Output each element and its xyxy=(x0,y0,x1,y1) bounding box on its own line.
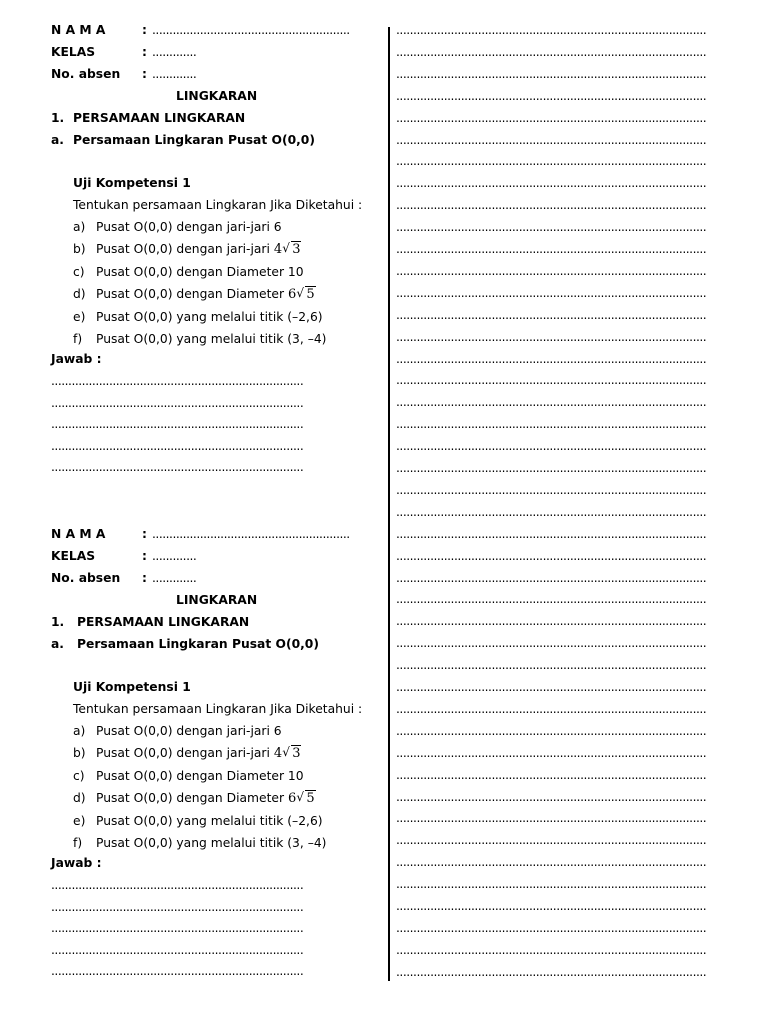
radicand: 5 xyxy=(306,791,315,807)
question-text xyxy=(96,220,282,235)
radical-expression xyxy=(274,242,302,257)
nama-colon: : xyxy=(142,527,147,541)
question-body: Pusat O(0,0) yang melalui titik (–2,6) xyxy=(96,309,323,324)
kelas-label: KELAS xyxy=(51,549,96,563)
question-body: Pusat O(0,0) yang melalui titik (–2,6) xyxy=(96,813,323,828)
question-label: b) xyxy=(73,746,86,761)
radical-coefficient: 4 xyxy=(273,242,283,258)
absen-colon: : xyxy=(142,571,147,585)
subheading: Persamaan Lingkaran Pusat O(0,0) xyxy=(73,133,315,147)
question-text xyxy=(96,836,326,851)
right-answer-line: ........................................................................................... xyxy=(396,220,707,235)
radical-expression xyxy=(274,746,302,761)
right-answer-line: ........................................................................................... xyxy=(396,395,707,410)
question-body: Pusat O(0,0) dengan Diameter xyxy=(96,287,285,302)
right-answer-line: ........................................................................................... xyxy=(396,964,707,979)
right-answer-line: ........................................................................................... xyxy=(396,154,707,169)
kelas-label: KELAS xyxy=(51,45,96,59)
subheading-letter: a. xyxy=(51,637,64,651)
section-title: LINGKARAN xyxy=(176,89,258,103)
question-label: e) xyxy=(73,309,86,324)
right-answer-line: ........................................................................................... xyxy=(396,285,707,300)
right-answer-line: ........................................................................................... xyxy=(396,701,707,716)
question-label: a) xyxy=(73,724,86,738)
right-answer-line: ........................................................................................... xyxy=(396,110,707,125)
nama-label: N A M A xyxy=(51,527,106,541)
answer-line: .......................................................................... xyxy=(51,438,304,453)
right-answer-line: ........................................................................................... xyxy=(396,680,707,694)
right-answer-line: ........................................................................................... xyxy=(396,66,707,81)
square-root-icon xyxy=(282,746,301,761)
square-root-icon xyxy=(296,287,315,302)
nama-field: .......................................................... xyxy=(152,23,350,37)
question-body: Pusat O(0,0) dengan Diameter 10 xyxy=(96,768,304,783)
right-answer-line: ........................................................................................... xyxy=(396,570,707,585)
right-answer-line: ........................................................................................... xyxy=(396,417,707,432)
heading-number: 1. xyxy=(51,615,65,629)
question-text xyxy=(96,746,301,761)
question-text xyxy=(96,791,316,806)
right-answer-line: ........................................................................................... xyxy=(396,789,707,804)
right-answer-line: ........................................................................................... xyxy=(396,526,707,541)
right-answer-line: ........................................................................................... xyxy=(396,351,707,366)
jawab-label: Jawab : xyxy=(51,352,102,366)
question-body: Pusat O(0,0) dengan jari-jari 6 xyxy=(96,220,282,234)
subheading: Persamaan Lingkaran Pusat O(0,0) xyxy=(77,637,319,651)
question-body: Pusat O(0,0) dengan jari-jari 6 xyxy=(96,724,282,738)
radicand: 3 xyxy=(292,746,301,762)
right-answer-line: ........................................................................................... xyxy=(396,855,707,870)
question-text xyxy=(96,310,323,325)
right-answer-line: ........................................................................................... xyxy=(396,899,707,913)
absen-field: ............. xyxy=(152,571,197,585)
absen-field: ............. xyxy=(152,67,197,81)
question-text xyxy=(96,769,304,784)
question-label: d) xyxy=(73,287,86,302)
question-label: d) xyxy=(73,791,86,806)
question-text xyxy=(96,287,316,302)
right-answer-line: ........................................................................................... xyxy=(396,723,707,738)
right-answer-line: ........................................................................................... xyxy=(396,767,707,782)
nama-field: .......................................................... xyxy=(152,527,350,541)
answer-line: .......................................................................... xyxy=(51,921,304,935)
right-answer-line: ........................................................................................... xyxy=(396,329,707,344)
right-answer-line: ........................................................................................... xyxy=(396,636,707,651)
right-answer-line: ........................................................................................... xyxy=(396,439,707,454)
column-divider xyxy=(388,27,390,981)
question-body: Pusat O(0,0) dengan jari-jari xyxy=(96,746,270,761)
uji-kompetensi-title: Uji Kompetensi 1 xyxy=(73,176,191,190)
answer-line: .......................................................................... xyxy=(51,460,304,474)
right-answer-line: ........................................................................................... xyxy=(396,482,707,497)
question-label: e) xyxy=(73,813,86,828)
question-text xyxy=(96,332,326,347)
answer-line: .......................................................................... xyxy=(51,899,304,914)
right-answer-line: ........................................................................................... xyxy=(396,942,707,957)
right-answer-line: ........................................................................................... xyxy=(396,198,707,213)
question-label: f) xyxy=(73,332,83,346)
right-answer-line: ........................................................................................... xyxy=(396,548,707,563)
question-label: f) xyxy=(73,836,83,850)
right-answer-line: ........................................................................................... xyxy=(396,44,707,59)
question-body: Pusat O(0,0) dengan Diameter xyxy=(96,791,285,806)
right-answer-line: ........................................................................................... xyxy=(396,263,707,278)
radical-coefficient: 6 xyxy=(288,791,297,807)
right-answer-line: ........................................................................................... xyxy=(396,920,707,935)
answer-line: .......................................................................... xyxy=(51,417,304,431)
right-answer-line: ........................................................................................... xyxy=(396,242,707,256)
right-answer-line: ........................................................................................... xyxy=(396,176,707,191)
right-answer-line: ........................................................................................... xyxy=(396,658,707,673)
radical-coefficient: 4 xyxy=(273,746,283,762)
right-answer-line: ........................................................................................... xyxy=(396,504,707,519)
jawab-label: Jawab : xyxy=(51,856,102,870)
section-heading: PERSAMAAN LINGKARAN xyxy=(77,615,250,629)
question-body: Pusat O(0,0) yang melalui titik (3, –4) xyxy=(96,332,327,346)
right-answer-line: ........................................................................................... xyxy=(396,745,707,760)
question-text xyxy=(96,242,301,257)
right-answer-line: ........................................................................................... xyxy=(396,307,707,322)
question-label: a) xyxy=(73,220,86,234)
square-root-icon xyxy=(282,242,301,257)
square-root-icon xyxy=(296,791,315,806)
question-label: b) xyxy=(73,242,86,257)
right-answer-line: ........................................................................................... xyxy=(396,132,707,147)
right-answer-line: ........................................................................................... xyxy=(396,833,707,848)
absen-label: No. absen xyxy=(51,67,121,81)
radical-coefficient: 6 xyxy=(288,287,297,303)
question-text xyxy=(96,724,282,739)
right-answer-line: ........................................................................................... xyxy=(396,88,707,103)
instruction-text: Tentukan persamaan Lingkaran Jika Diketahui : xyxy=(73,198,363,212)
radicand: 5 xyxy=(306,287,315,303)
right-answer-line: ........................................................................................... xyxy=(396,877,707,892)
question-body: Pusat O(0,0) dengan jari-jari xyxy=(96,242,270,257)
answer-line: .......................................................................... xyxy=(51,878,304,892)
question-label: c) xyxy=(73,264,85,279)
radicand: 3 xyxy=(292,242,301,258)
answer-line: .......................................................................... xyxy=(51,964,304,978)
kelas-colon: : xyxy=(142,549,147,563)
right-answer-line: ........................................................................................... xyxy=(396,461,707,475)
question-text xyxy=(96,814,323,829)
radical-expression xyxy=(288,287,316,302)
answer-line: .......................................................................... xyxy=(51,374,304,388)
right-answer-line: ........................................................................................... xyxy=(396,811,707,826)
nama-colon: : xyxy=(142,23,147,37)
radical-expression xyxy=(288,791,316,806)
question-text xyxy=(96,265,304,280)
absen-label: No. absen xyxy=(51,571,121,585)
subheading-letter: a. xyxy=(51,133,64,147)
question-label: c) xyxy=(73,768,85,783)
kelas-field: ............. xyxy=(152,45,197,59)
section-heading: PERSAMAAN LINGKARAN xyxy=(73,111,246,125)
question-body: Pusat O(0,0) dengan Diameter 10 xyxy=(96,264,304,279)
absen-colon: : xyxy=(142,67,147,81)
right-answer-line: ........................................................................................... xyxy=(396,592,707,607)
question-body: Pusat O(0,0) yang melalui titik (3, –4) xyxy=(96,836,327,850)
right-answer-line: ........................................................................................... xyxy=(396,23,707,37)
kelas-colon: : xyxy=(142,45,147,59)
uji-kompetensi-title: Uji Kompetensi 1 xyxy=(73,680,191,694)
answer-line: .......................................................................... xyxy=(51,395,304,410)
nama-label: N A M A xyxy=(51,23,106,37)
right-answer-line: ........................................................................................... xyxy=(396,373,707,388)
right-answer-line: ........................................................................................... xyxy=(396,614,707,629)
kelas-field: ............. xyxy=(152,549,197,563)
heading-number: 1. xyxy=(51,111,65,125)
answer-line: .......................................................................... xyxy=(51,942,304,957)
instruction-text: Tentukan persamaan Lingkaran Jika Diketahui : xyxy=(73,702,363,716)
section-title: LINGKARAN xyxy=(176,593,258,607)
